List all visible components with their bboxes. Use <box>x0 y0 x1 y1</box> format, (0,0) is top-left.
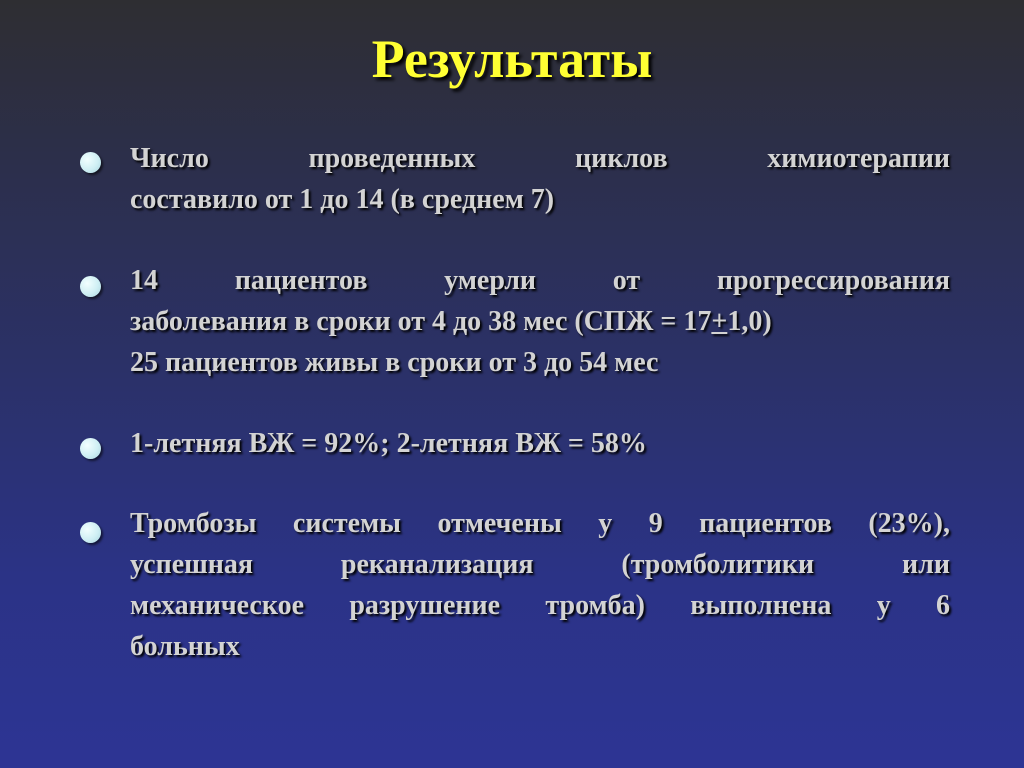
bullet-text <box>130 503 950 667</box>
bullet-text <box>130 423 950 464</box>
bullet-line: успешная реканализация (тромболитики или <box>130 549 950 580</box>
bullet-line: составило от 1 до 14 (в среднем 7) <box>130 184 555 215</box>
circle-bullet-icon <box>80 276 101 297</box>
circle-bullet-icon <box>80 152 101 173</box>
bullet-line: механическое разрушение тромба) выполнена у 6 <box>130 590 950 621</box>
bullet-line <box>130 301 950 342</box>
line-segment: заболевания в сроки от 4 до 38 мес (СПЖ = 17 <box>130 306 712 337</box>
bullet-text <box>130 138 950 220</box>
circle-bullet-icon <box>80 438 101 459</box>
bullet-text <box>130 260 950 383</box>
bullet-line: 14 пациентов умерли от прогрессирования <box>130 265 950 296</box>
bullet-line: 1-летняя ВЖ = 92%; 2-летняя ВЖ = 58% <box>130 428 647 459</box>
bullet-line: больных <box>130 631 240 662</box>
bullet-line: 25 пациентов живы в сроки от 3 до 54 мес <box>130 347 659 378</box>
line-segment: 1,0) <box>727 306 772 337</box>
bullet-line: Число проведенных циклов химиотерапии <box>130 143 950 174</box>
circle-bullet-icon <box>80 522 101 543</box>
slide-title: Результаты <box>371 29 653 89</box>
bullet-line: Тромбозы системы отмечены у 9 пациентов (23%), <box>130 508 950 539</box>
plus-minus-sign: + <box>711 306 728 337</box>
